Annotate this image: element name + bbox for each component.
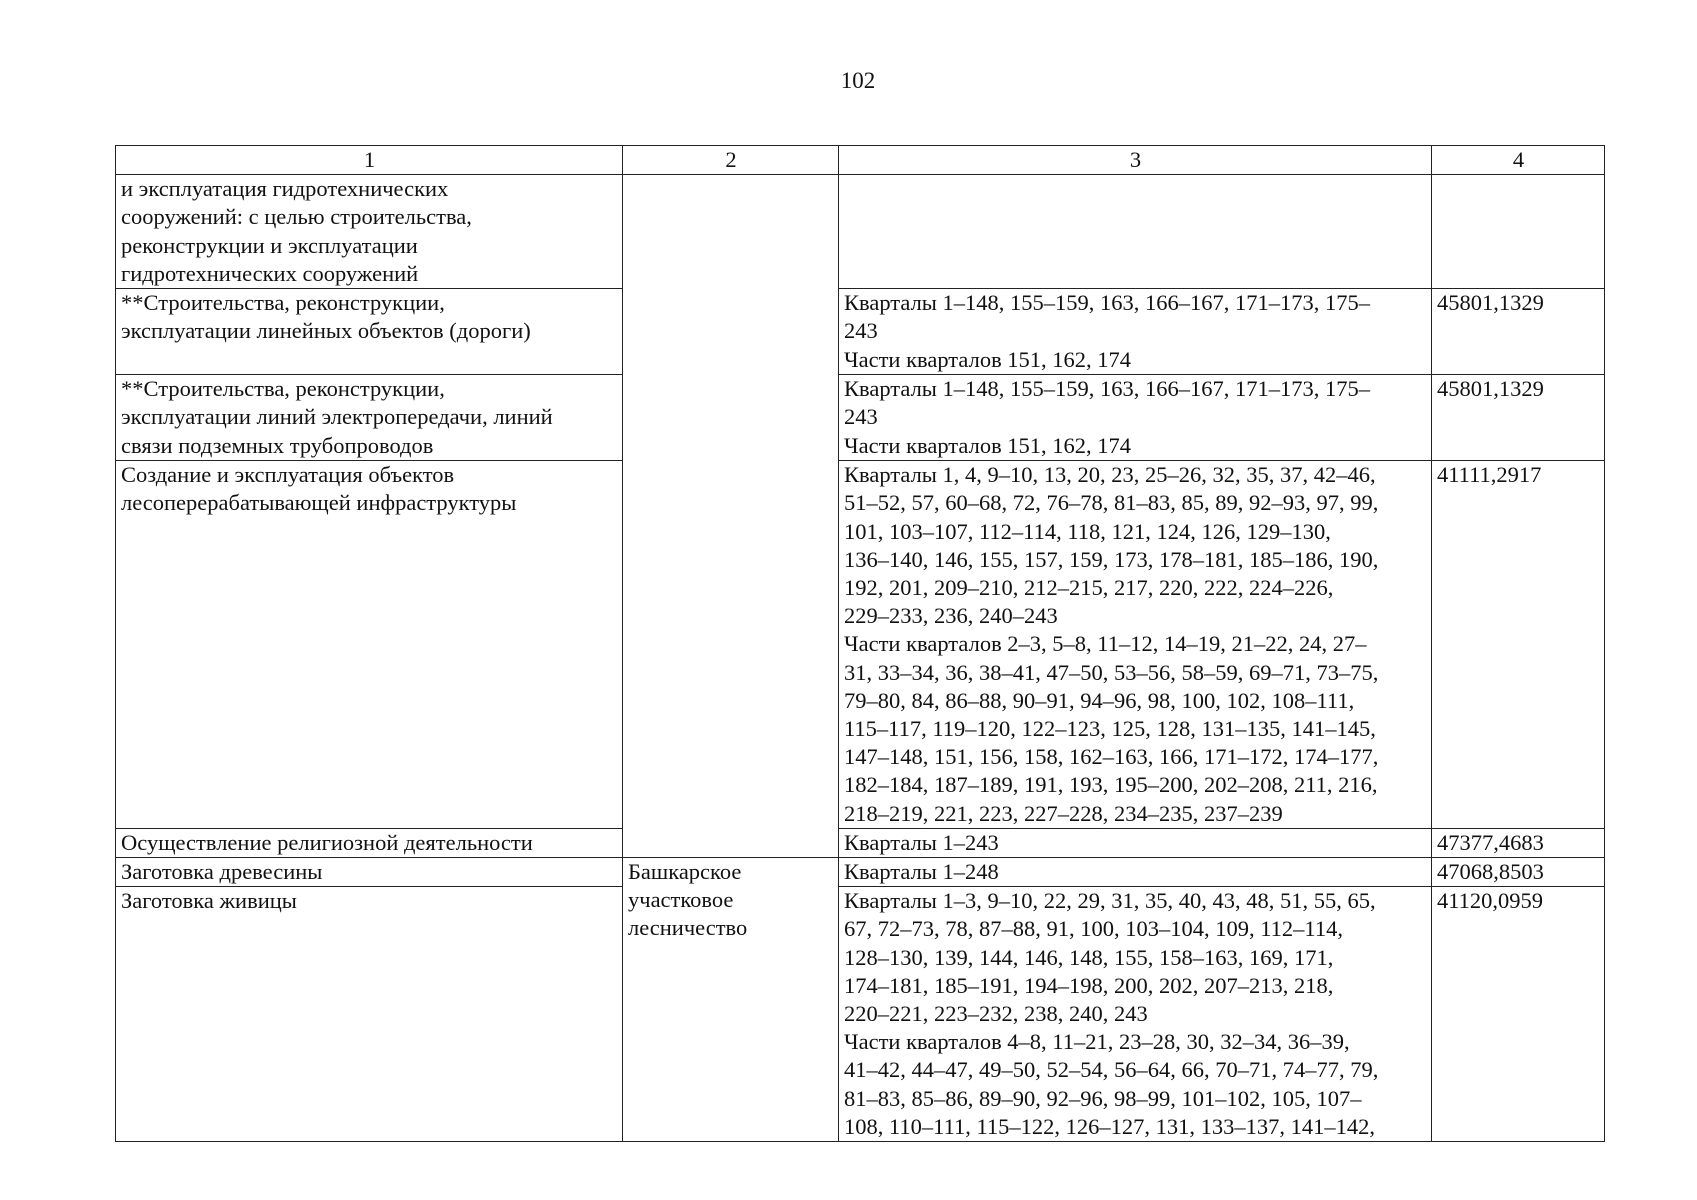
quarters-line: 81–83, 85–86, 89–90, 92–96, 98–99, 101–102, 105, 107– bbox=[844, 1085, 1362, 1111]
use-type-line: Заготовка живицы bbox=[121, 888, 297, 914]
quarters-line: Кварталы 1–243 bbox=[844, 829, 999, 855]
area-cell: 47377,4683 bbox=[1432, 828, 1605, 857]
use-type-line: **Строительства, реконструкции, bbox=[121, 290, 445, 316]
table-header-row bbox=[116, 146, 1605, 175]
use-type-line: гидротехнических сооружений bbox=[121, 260, 419, 286]
table-row bbox=[116, 175, 1605, 289]
use-type-cell bbox=[116, 289, 623, 375]
quarters-line: Части кварталов 151, 162, 174 bbox=[844, 432, 1132, 458]
quarters-line: Кварталы 1, 4, 9–10, 13, 20, 23, 25–26, 32, 35, 37, 42–46, bbox=[844, 462, 1376, 488]
table-row bbox=[116, 375, 1605, 461]
column-header-1: 1 bbox=[116, 146, 623, 175]
quarters-line: 192, 201, 209–210, 212–215, 217, 220, 222, 224–226, bbox=[844, 575, 1334, 601]
forestry-line: лесничество bbox=[628, 915, 748, 941]
use-type-line: реконструкции и эксплуатации bbox=[121, 232, 418, 258]
use-type-cell bbox=[116, 858, 623, 887]
table-row bbox=[116, 858, 1605, 887]
quarters-cell bbox=[839, 887, 1432, 1142]
use-type-cell bbox=[116, 887, 623, 1142]
area-cell: 47068,8503 bbox=[1432, 858, 1605, 887]
quarters-cell bbox=[839, 289, 1432, 375]
use-type-line: Осуществление религиозной деятельности bbox=[121, 829, 533, 855]
quarters-line: 218–219, 221, 223, 227–228, 234–235, 237–239 bbox=[844, 800, 1283, 826]
forestry-cell bbox=[623, 858, 839, 1142]
quarters-line: 147–148, 151, 156, 158, 162–163, 166, 171–172, 174–177, bbox=[844, 744, 1379, 770]
quarters-cell bbox=[839, 375, 1432, 461]
area-cell: 45801,1329 bbox=[1432, 289, 1605, 375]
forest-use-table bbox=[115, 145, 1605, 1142]
table-row bbox=[116, 828, 1605, 857]
use-type-line: Заготовка древесины bbox=[121, 859, 323, 885]
use-type-cell bbox=[116, 175, 623, 289]
quarters-line: 51–52, 57, 60–68, 72, 76–78, 81–83, 85, 89, 92–93, 97, 99, bbox=[844, 490, 1379, 516]
quarters-line: 182–184, 187–189, 191, 193, 195–200, 202–208, 211, 216, bbox=[844, 772, 1378, 798]
quarters-cell bbox=[839, 828, 1432, 857]
page-number: 102 bbox=[840, 68, 876, 93]
table-row bbox=[116, 461, 1605, 829]
quarters-line: Кварталы 1–248 bbox=[844, 859, 999, 885]
area-cell: 41111,2917 bbox=[1432, 461, 1605, 829]
quarters-line: 108, 110–111, 115–122, 126–127, 131, 133–137, 141–142, bbox=[844, 1113, 1376, 1139]
quarters-line: Части кварталов 4–8, 11–21, 23–28, 30, 32–34, 36–39, bbox=[844, 1029, 1350, 1055]
table-row bbox=[116, 887, 1605, 1142]
quarters-line: 79–80, 84, 86–88, 90–91, 94–96, 98, 100, 102, 108–111, bbox=[844, 687, 1355, 713]
use-type-line: связи подземных трубопроводов bbox=[121, 432, 434, 458]
table-row bbox=[116, 289, 1605, 375]
use-type-line: и эксплуатация гидротехнических bbox=[121, 176, 449, 202]
use-type-line: лесоперерабатывающей инфраструктуры bbox=[121, 490, 517, 516]
area-cell: 45801,1329 bbox=[1432, 375, 1605, 461]
use-type-line: сооружений: с целью строительства, bbox=[121, 204, 472, 230]
quarters-line: 115–117, 119–120, 122–123, 125, 128, 131–135, 141–145, bbox=[844, 716, 1376, 742]
quarters-cell bbox=[839, 858, 1432, 887]
quarters-cell bbox=[839, 461, 1432, 829]
quarters-line: 67, 72–73, 78, 87–88, 91, 100, 103–104, 109, 112–114, bbox=[844, 916, 1343, 942]
quarters-line: Кварталы 1–148, 155–159, 163, 166–167, 171–173, 175– bbox=[844, 376, 1371, 402]
quarters-line: 31, 33–34, 36, 38–41, 47–50, 53–56, 58–59, 69–71, 73–75, bbox=[844, 659, 1379, 685]
column-header-3: 3 bbox=[839, 146, 1432, 175]
forestry-cell-empty bbox=[623, 175, 839, 858]
forestry-line: Башкарское bbox=[628, 859, 742, 885]
quarters-line: Части кварталов 151, 162, 174 bbox=[844, 346, 1132, 372]
area-cell: 41120,0959 bbox=[1432, 887, 1605, 1142]
quarters-line: Части кварталов 2–3, 5–8, 11–12, 14–19, 21–22, 24, 27– bbox=[844, 631, 1367, 657]
use-type-cell bbox=[116, 461, 623, 829]
quarters-line: 174–181, 185–191, 194–198, 200, 202, 207–213, 218, bbox=[844, 972, 1334, 998]
use-type-line: эксплуатации линий электропередачи, линий bbox=[121, 404, 553, 430]
quarters-line: 41–42, 44–47, 49–50, 52–54, 56–64, 66, 70–71, 74–77, 79, bbox=[844, 1057, 1379, 1083]
use-type-cell bbox=[116, 828, 623, 857]
quarters-line: 128–130, 139, 144, 146, 148, 155, 158–163, 169, 171, bbox=[844, 944, 1334, 970]
quarters-line: Кварталы 1–3, 9–10, 22, 29, 31, 35, 40, 43, 48, 51, 55, 65, bbox=[844, 888, 1376, 914]
quarters-cell bbox=[839, 175, 1432, 289]
quarters-line: 243 bbox=[844, 404, 878, 430]
quarters-line: 243 bbox=[844, 318, 878, 344]
use-type-cell bbox=[116, 375, 623, 461]
quarters-line: 220–221, 223–232, 238, 240, 243 bbox=[844, 1001, 1148, 1027]
use-type-line: Создание и эксплуатация объектов bbox=[121, 462, 455, 488]
forestry-line: участковое bbox=[628, 887, 734, 913]
column-header-2: 2 bbox=[623, 146, 839, 175]
quarters-line: 136–140, 146, 155, 157, 159, 173, 178–181, 185–186, 190, bbox=[844, 546, 1379, 572]
quarters-line: 101, 103–107, 112–114, 118, 121, 124, 126, 129–130, bbox=[844, 518, 1331, 544]
column-header-4: 4 bbox=[1432, 146, 1605, 175]
area-cell bbox=[1432, 175, 1605, 289]
use-type-line: эксплуатации линейных объектов (дороги) bbox=[121, 318, 531, 344]
quarters-line: 229–233, 236, 240–243 bbox=[844, 603, 1058, 629]
use-type-line: **Строительства, реконструкции, bbox=[121, 376, 445, 402]
quarters-line: Кварталы 1–148, 155–159, 163, 166–167, 171–173, 175– bbox=[844, 290, 1371, 316]
